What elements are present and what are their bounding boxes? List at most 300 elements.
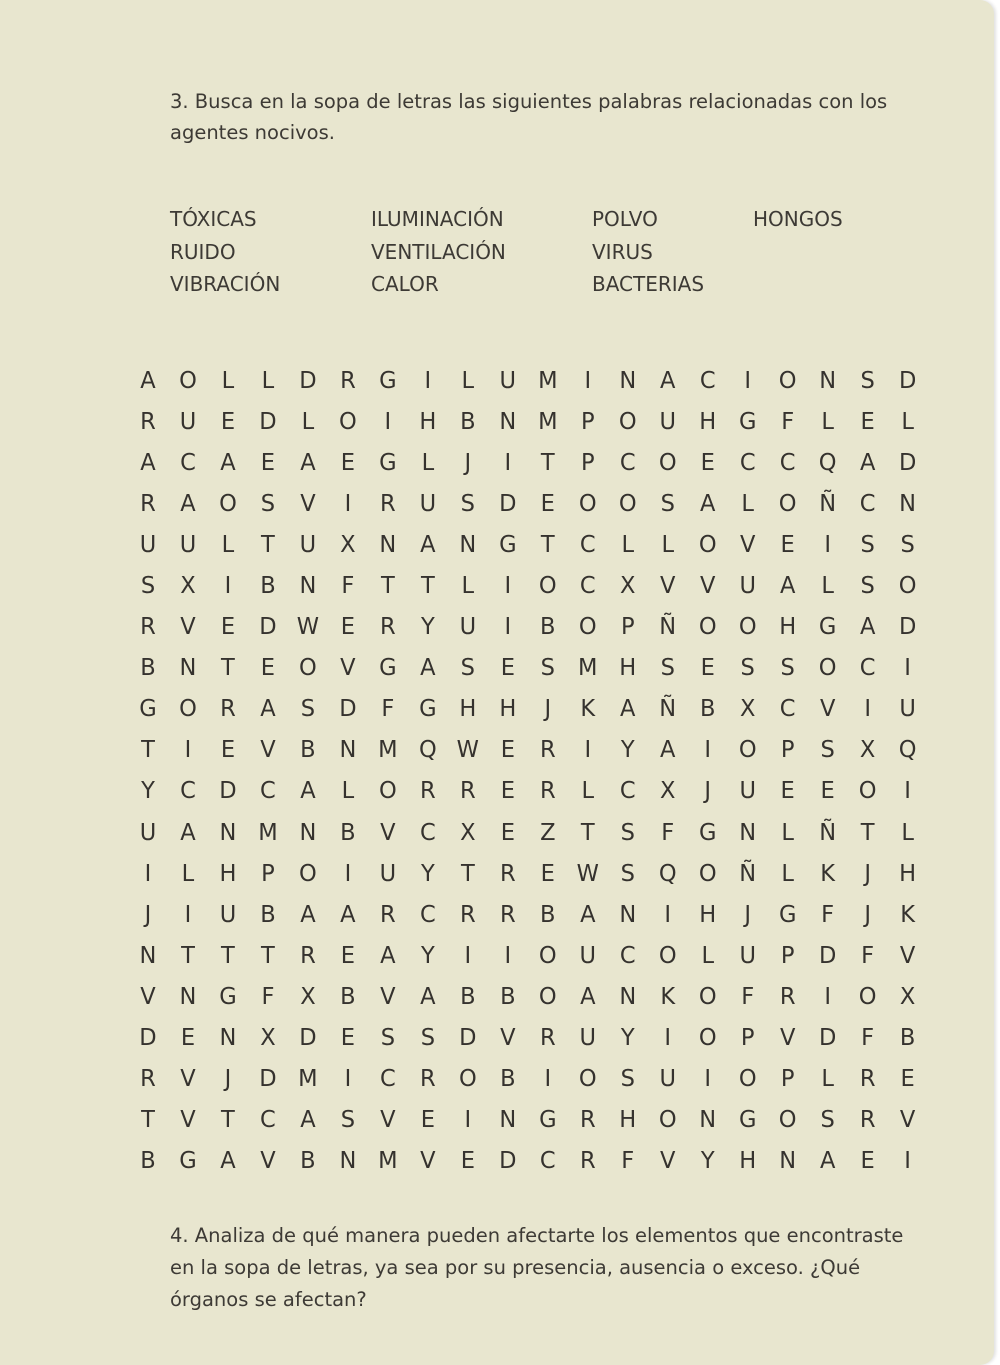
grid-letter: C — [419, 901, 436, 928]
grid-letter: A — [700, 490, 716, 517]
grid-letter: R — [420, 778, 436, 805]
grid-letter: R — [499, 901, 516, 928]
grid-letter: B — [260, 573, 276, 600]
grid-letter: Y — [700, 1148, 715, 1175]
grid-letter: X — [180, 573, 196, 600]
grid-letter: V — [380, 819, 396, 846]
grid-letter: E — [860, 408, 875, 435]
grid-letter: C — [579, 531, 596, 558]
grid-letter: S — [860, 531, 875, 558]
grid-letter: Q — [898, 737, 917, 764]
grid-letter: R — [859, 1066, 876, 1093]
grid-letter: Ñ — [739, 860, 757, 887]
grid-letter: B — [340, 983, 356, 1010]
grid-letter: E — [700, 449, 715, 476]
grid-letter: S — [420, 1025, 436, 1052]
grid-letter: L — [781, 860, 794, 887]
grid-letter: U — [139, 819, 157, 846]
grid-letter: U — [179, 408, 197, 435]
grid-letter: X — [260, 1025, 276, 1052]
grid-letter: K — [820, 860, 836, 887]
grid-letter: X — [300, 983, 316, 1010]
grid-letter: U — [139, 531, 157, 558]
grid-letter: V — [260, 1148, 276, 1175]
grid-letter: S — [300, 696, 316, 723]
grid-letter: S — [900, 531, 915, 558]
grid-letter: F — [621, 1148, 635, 1175]
grid-letter: P — [620, 614, 635, 641]
grid-letter: B — [899, 1025, 916, 1052]
grid-letter: O — [179, 696, 197, 723]
grid-letter: M — [378, 1148, 398, 1175]
grid-letter: N — [339, 1148, 357, 1175]
word-list-item: ILUMINACIÓN — [371, 207, 504, 231]
grid-letter: B — [699, 696, 716, 723]
grid-letter: L — [261, 367, 275, 394]
grid-letter: R — [380, 490, 396, 517]
grid-letter: S — [460, 490, 475, 517]
grid-letter: A — [580, 983, 596, 1010]
grid-letter: P — [261, 860, 275, 887]
grid-letter: E — [820, 778, 835, 805]
grid-letter: T — [141, 1107, 155, 1134]
grid-letter: U — [579, 1025, 597, 1052]
grid-letter: O — [538, 983, 557, 1010]
grid-letter: L — [821, 1066, 834, 1093]
grid-letter: D — [219, 778, 237, 805]
grid-letter: D — [898, 449, 917, 476]
grid-letter: J — [464, 449, 472, 476]
grid-letter: N — [299, 819, 317, 846]
grid-letter: O — [379, 778, 397, 805]
grid-letter: P — [740, 1025, 755, 1052]
grid-letter: G — [778, 901, 797, 928]
grid-letter: M — [378, 737, 398, 764]
grid-letter: S — [620, 819, 635, 846]
grid-letter: N — [619, 983, 637, 1010]
grid-letter: D — [818, 1025, 837, 1052]
grid-letter: A — [420, 531, 436, 558]
grid-letter: I — [504, 614, 512, 641]
grid-letter: G — [738, 408, 757, 435]
grid-letter: C — [260, 778, 276, 805]
grid-letter: N — [739, 819, 757, 846]
grid-letter: D — [259, 408, 277, 435]
grid-letter: E — [500, 737, 515, 764]
grid-letter: H — [699, 901, 717, 928]
grid-letter: I — [904, 1148, 911, 1175]
grid-letter: U — [739, 942, 756, 969]
grid-letter: L — [701, 942, 715, 969]
grid-letter: U — [659, 1066, 676, 1093]
grid-letter: G — [379, 449, 397, 476]
grid-letter: E — [420, 1107, 435, 1134]
grid-letter: U — [419, 490, 437, 517]
grid-letter: L — [461, 367, 475, 394]
grid-letter: D — [499, 1148, 517, 1175]
grid-letter: R — [779, 983, 796, 1010]
grid-letter: E — [340, 1025, 356, 1052]
grid-letter: Ñ — [659, 614, 677, 641]
grid-letter: I — [384, 408, 392, 435]
grid-letter: M — [538, 367, 558, 394]
grid-letter: H — [779, 614, 797, 641]
grid-letter: A — [660, 737, 676, 764]
grid-letter: J — [544, 696, 552, 723]
grid-letter: L — [341, 778, 355, 805]
grid-letter: A — [580, 901, 596, 928]
grid-letter: H — [499, 696, 517, 723]
grid-letter: N — [139, 942, 157, 969]
grid-letter: V — [420, 1148, 436, 1175]
grid-letter: X — [859, 737, 876, 764]
grid-letter: I — [904, 655, 911, 682]
grid-letter: N — [299, 573, 317, 600]
grid-letter: H — [459, 696, 477, 723]
grid-letter: I — [344, 490, 352, 517]
grid-letter: V — [380, 1107, 396, 1134]
grid-letter: H — [739, 1148, 757, 1175]
grid-letter: S — [460, 655, 475, 682]
grid-letter: F — [341, 573, 355, 600]
grid-letter: T — [181, 942, 195, 969]
question-3-text: 3. Busca en la sopa de letras las siguientes palabras relacionadas con los agentes nocivos. — [170, 90, 888, 144]
grid-letter: R — [380, 614, 396, 641]
grid-letter: L — [781, 819, 794, 846]
grid-letter: J — [744, 901, 752, 928]
grid-letter: R — [140, 408, 156, 435]
grid-letter: S — [620, 1066, 635, 1093]
grid-letter: L — [741, 490, 754, 517]
grid-letter: E — [500, 819, 515, 846]
grid-letter: W — [456, 737, 479, 764]
grid-letter: I — [744, 367, 752, 394]
grid-letter: S — [140, 573, 156, 600]
grid-letter: E — [780, 778, 795, 805]
grid-letter: F — [861, 942, 875, 969]
grid-letter: S — [860, 573, 875, 600]
grid-letter: T — [420, 573, 435, 600]
grid-letter: R — [499, 860, 516, 887]
grid-letter: I — [504, 573, 512, 600]
grid-letter: I — [184, 737, 192, 764]
grid-letter: I — [584, 737, 592, 764]
grid-letter: R — [539, 778, 556, 805]
grid-letter: O — [299, 860, 317, 887]
grid-letter: B — [500, 983, 516, 1010]
grid-letter: V — [700, 573, 716, 600]
grid-letter: C — [180, 449, 196, 476]
grid-letter: A — [300, 449, 316, 476]
grid-letter: Ñ — [819, 490, 837, 517]
grid-letter: D — [898, 614, 917, 641]
grid-letter: O — [738, 614, 757, 641]
grid-letter: T — [380, 573, 395, 600]
grid-letter: I — [464, 942, 472, 969]
grid-letter: E — [900, 1066, 915, 1093]
grid-letter: N — [219, 819, 237, 846]
grid-letter: D — [339, 696, 357, 723]
grid-letter: O — [778, 1107, 797, 1134]
grid-letter: H — [899, 860, 917, 887]
grid-letter: R — [579, 1148, 596, 1175]
grid-letter: G — [379, 655, 397, 682]
grid-letter: N — [379, 531, 397, 558]
grid-letter: S — [860, 367, 875, 394]
grid-letter: U — [299, 531, 317, 558]
grid-letter: H — [619, 655, 637, 682]
grid-letter: O — [219, 490, 237, 517]
grid-letter: B — [300, 737, 316, 764]
grid-letter: V — [260, 737, 276, 764]
grid-letter: A — [779, 573, 796, 600]
grid-letter: M — [258, 819, 278, 846]
grid-letter: C — [619, 449, 636, 476]
grid-letter: U — [179, 531, 197, 558]
grid-letter: Y — [620, 1025, 635, 1052]
grid-letter: O — [618, 490, 637, 517]
grid-letter: V — [500, 1025, 516, 1052]
grid-letter: V — [380, 983, 396, 1010]
grid-letter: G — [539, 1107, 557, 1134]
grid-letter: V — [660, 1148, 676, 1175]
grid-letter: O — [698, 614, 717, 641]
grid-letter: B — [540, 901, 556, 928]
grid-letter: O — [738, 1066, 757, 1093]
grid-letter: U — [579, 942, 597, 969]
grid-letter: Ñ — [659, 696, 677, 723]
grid-letter: P — [780, 1066, 795, 1093]
grid-letter: E — [340, 614, 356, 641]
grid-letter: U — [379, 860, 397, 887]
grid-letter: U — [459, 614, 477, 641]
grid-letter: V — [180, 1066, 196, 1093]
grid-letter: A — [380, 942, 396, 969]
grid-letter: V — [180, 614, 196, 641]
grid-letter: F — [661, 819, 675, 846]
grid-letter: O — [658, 449, 677, 476]
grid-letter: O — [658, 942, 677, 969]
grid-letter: G — [419, 696, 437, 723]
grid-letter: A — [420, 983, 436, 1010]
grid-letter: F — [381, 696, 395, 723]
grid-letter: A — [140, 449, 156, 476]
grid-letter: Y — [141, 778, 155, 805]
grid-letter: E — [260, 449, 276, 476]
grid-letter: O — [698, 531, 717, 558]
grid-letter: T — [221, 1107, 235, 1134]
grid-letter: F — [261, 983, 275, 1010]
grid-letter: C — [379, 1066, 396, 1093]
grid-letter: L — [421, 449, 435, 476]
grid-letter: T — [540, 449, 555, 476]
grid-letter: X — [660, 778, 676, 805]
grid-letter: B — [460, 983, 476, 1010]
grid-letter: E — [220, 737, 236, 764]
grid-letter: U — [739, 778, 756, 805]
grid-letter: Q — [418, 737, 437, 764]
grid-letter: L — [461, 573, 475, 600]
grid-letter: M — [578, 655, 598, 682]
grid-letter: V — [660, 573, 676, 600]
grid-letter: N — [219, 1025, 237, 1052]
grid-letter: C — [779, 696, 796, 723]
grid-letter: T — [580, 819, 595, 846]
grid-letter: T — [860, 819, 875, 846]
grid-letter: B — [300, 1148, 316, 1175]
grid-letter: U — [219, 901, 237, 928]
grid-letter: B — [140, 1148, 156, 1175]
grid-letter: I — [704, 737, 712, 764]
grid-letter: R — [539, 1025, 556, 1052]
grid-letter: D — [299, 1025, 317, 1052]
grid-letter: I — [504, 942, 512, 969]
grid-letter: I — [824, 983, 831, 1010]
grid-letter: R — [579, 1107, 596, 1134]
grid-letter: S — [340, 1107, 356, 1134]
grid-letter: E — [540, 860, 555, 887]
grid-letter: I — [504, 449, 512, 476]
grid-letter: N — [499, 1107, 517, 1134]
grid-letter: K — [580, 696, 596, 723]
grid-letter: X — [899, 983, 916, 1010]
grid-letter: U — [659, 408, 676, 435]
grid-letter: O — [578, 614, 597, 641]
grid-letter: I — [344, 860, 352, 887]
grid-letter: U — [899, 696, 916, 723]
grid-letter: O — [858, 778, 877, 805]
grid-letter: E — [220, 408, 236, 435]
grid-letter: R — [539, 737, 556, 764]
grid-letter: P — [580, 408, 595, 435]
grid-letter: R — [420, 1066, 436, 1093]
grid-letter: A — [220, 1148, 236, 1175]
grid-letter: A — [420, 655, 436, 682]
grid-letter: R — [300, 942, 316, 969]
grid-letter: F — [781, 408, 795, 435]
grid-letter: E — [860, 1148, 875, 1175]
grid-letter: C — [779, 449, 796, 476]
grid-letter: B — [460, 408, 476, 435]
grid-letter: O — [299, 655, 317, 682]
grid-letter: V — [140, 983, 156, 1010]
grid-letter: I — [584, 367, 592, 394]
grid-letter: Z — [540, 819, 556, 846]
grid-letter: Y — [620, 737, 635, 764]
grid-letter: D — [818, 942, 837, 969]
grid-letter: E — [780, 531, 795, 558]
grid-letter: O — [778, 490, 797, 517]
word-list-item: VIBRACIÓN — [170, 272, 281, 296]
grid-letter: U — [499, 367, 517, 394]
grid-letter: O — [339, 408, 357, 435]
grid-letter: E — [180, 1025, 196, 1052]
grid-letter: M — [538, 408, 558, 435]
word-list-item: POLVO — [592, 207, 658, 231]
grid-letter: O — [698, 1025, 717, 1052]
word-list-item: RUIDO — [170, 239, 236, 264]
grid-letter: C — [539, 1148, 556, 1175]
grid-letter: E — [700, 655, 715, 682]
grid-letter: W — [296, 614, 320, 641]
grid-letter: C — [859, 655, 876, 682]
grid-letter: D — [459, 1025, 477, 1052]
grid-letter: O — [658, 1107, 677, 1134]
grid-letter: O — [698, 860, 717, 887]
grid-letter: E — [260, 655, 276, 682]
grid-letter: V — [739, 531, 756, 558]
grid-letter: C — [619, 778, 636, 805]
grid-letter: J — [224, 1066, 232, 1093]
grid-letter: L — [581, 778, 595, 805]
grid-letter: E — [500, 655, 515, 682]
grid-letter: Ñ — [819, 819, 837, 846]
grid-letter: D — [139, 1025, 157, 1052]
grid-letter: I — [664, 901, 672, 928]
grid-letter: P — [780, 942, 795, 969]
grid-letter: J — [864, 860, 871, 887]
grid-letter: O — [179, 367, 197, 394]
grid-letter: B — [140, 655, 156, 682]
grid-letter: I — [424, 367, 432, 394]
grid-letter: H — [619, 1107, 637, 1134]
grid-letter: L — [621, 531, 635, 558]
grid-letter: A — [260, 696, 276, 723]
grid-letter: A — [859, 449, 876, 476]
grid-letter: N — [779, 1148, 797, 1175]
grid-letter: N — [619, 367, 637, 394]
grid-letter: I — [224, 573, 232, 600]
grid-letter: G — [738, 1107, 757, 1134]
grid-letter: J — [864, 901, 871, 928]
grid-letter: B — [260, 901, 276, 928]
grid-letter: L — [301, 408, 315, 435]
grid-letter: W — [576, 860, 599, 887]
grid-letter: I — [664, 1025, 672, 1052]
grid-letter: S — [260, 490, 276, 517]
grid-letter: I — [544, 1066, 552, 1093]
grid-letter: O — [538, 942, 557, 969]
grid-letter: M — [298, 1066, 318, 1093]
grid-letter: Q — [658, 860, 677, 887]
grid-letter: G — [179, 1148, 197, 1175]
grid-letter: N — [699, 1107, 717, 1134]
grid-letter: V — [300, 490, 316, 517]
grid-letter: O — [458, 1066, 477, 1093]
grid-letter: N — [179, 655, 197, 682]
grid-letter: L — [901, 408, 914, 435]
grid-letter: O — [578, 490, 597, 517]
grid-letter: L — [821, 573, 834, 600]
grid-letter: C — [859, 490, 876, 517]
grid-letter: A — [180, 490, 196, 517]
grid-letter: E — [500, 778, 515, 805]
grid-letter: G — [818, 614, 837, 641]
grid-letter: T — [221, 942, 235, 969]
grid-letter: X — [460, 819, 476, 846]
grid-letter: H — [219, 860, 237, 887]
grid-letter: B — [340, 819, 356, 846]
grid-letter: N — [459, 531, 477, 558]
grid-letter: E — [220, 614, 236, 641]
grid-letter: V — [819, 696, 836, 723]
word-list-item: BACTERIAS — [592, 272, 705, 296]
grid-letter: U — [739, 573, 756, 600]
grid-letter: X — [620, 573, 636, 600]
grid-letter: I — [864, 696, 871, 723]
grid-letter: O — [818, 655, 837, 682]
grid-letter: Q — [818, 449, 837, 476]
